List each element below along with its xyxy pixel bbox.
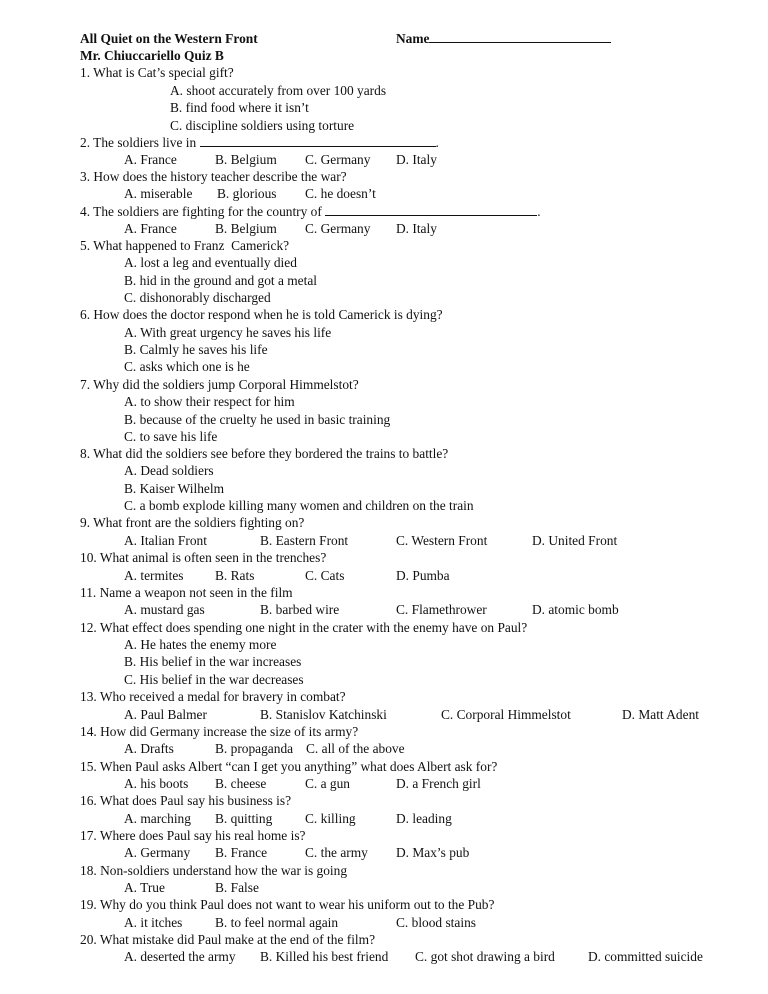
question-15: 15. When Paul asks Albert “can I get you anything” what does Albert ask for? <box>80 759 498 774</box>
q11-option-a: A. mustard gas <box>124 602 205 617</box>
q19-option-a: A. it itches <box>124 915 183 930</box>
q2-option-c: C. Germany <box>305 152 371 167</box>
q17-option-c: C. the army <box>305 845 368 860</box>
q4-option-d: D. Italy <box>396 221 437 236</box>
teacher-quiz-label: Mr. Chiuccariello Quiz B <box>80 48 224 63</box>
question-2: 2. The soldiers live in . <box>80 135 439 150</box>
question-7: 7. Why did the soldiers jump Corporal Himmelstot? <box>80 377 359 392</box>
q7-option-c: C. to save his life <box>124 429 218 444</box>
q20-option-d: D. committed suicide <box>588 949 703 964</box>
q9-option-d: D. United Front <box>532 533 618 548</box>
question-20: 20. What mistake did Paul make at the end of the film? <box>80 932 376 947</box>
q15-option-d: D. a French girl <box>396 776 481 791</box>
q13-option-c: C. Corporal Himmelstot <box>441 707 571 722</box>
q17-option-b: B. France <box>215 845 268 860</box>
q17-option-a: A. Germany <box>124 845 191 860</box>
q9-option-c: C. Western Front <box>396 533 488 548</box>
question-18: 18. Non-soldiers understand how the war is going <box>80 863 348 878</box>
q18-option-a: A. True <box>124 880 165 895</box>
name-label: Name <box>396 30 611 47</box>
q3-option-c: C. he doesn’t <box>305 186 376 201</box>
q6-option-a: A. With great urgency he saves his life <box>124 325 332 340</box>
q15-option-a: A. his boots <box>124 776 189 791</box>
q1-option-b: B. find food where it isn’t <box>170 100 309 115</box>
question-13: 13. Who received a medal for bravery in combat? <box>80 689 346 704</box>
q16-option-b: B. quitting <box>215 811 273 826</box>
q5-option-a: A. lost a leg and eventually died <box>124 255 297 270</box>
q12-option-c: C. His belief in the war decreases <box>124 672 304 687</box>
q18-option-b: B. False <box>215 880 259 895</box>
question-6: 6. How does the doctor respond when he is told Camerick is dying? <box>80 307 443 322</box>
q19-option-b: B. to feel normal again <box>215 915 339 930</box>
q16-option-d: D. leading <box>396 811 452 826</box>
q8-option-c: C. a bomb explode killing many women and children on the train <box>124 498 474 513</box>
question-9: 9. What front are the soldiers fighting on? <box>80 515 305 530</box>
q13-option-a: A. Paul Balmer <box>124 707 207 722</box>
question-5: 5. What happened to Franz Camerick? <box>80 238 290 253</box>
q16-option-a: A. marching <box>124 811 191 826</box>
q15-option-b: B. cheese <box>215 776 267 791</box>
q3-option-a: A. miserable <box>124 186 193 201</box>
q6-option-c: C. asks which one is he <box>124 359 250 374</box>
question-14: 14. How did Germany increase the size of its army? <box>80 724 359 739</box>
q3-option-b: B. glorious <box>217 186 277 201</box>
question-17: 17. Where does Paul say his real home is? <box>80 828 306 843</box>
quiz-title: All Quiet on the Western Front <box>80 31 258 46</box>
q8-option-b: B. Kaiser Wilhelm <box>124 481 224 496</box>
q16-option-c: C. killing <box>305 811 356 826</box>
name-blank[interactable] <box>429 31 611 43</box>
q20-option-b: B. Killed his best friend <box>260 949 389 964</box>
q4-option-c: C. Germany <box>305 221 371 236</box>
question-12: 12. What effect does spending one night in the crater with the enemy have on Paul? <box>80 620 528 635</box>
q20-option-c: C. got shot drawing a bird <box>415 949 555 964</box>
q4-option-a: A. France <box>124 221 177 236</box>
question-19: 19. Why do you think Paul does not want to wear his uniform out to the Pub? <box>80 897 495 912</box>
q10-option-c: C. Cats <box>305 568 345 583</box>
question-4: 4. The soldiers are fighting for the country of . <box>80 204 541 219</box>
question-16: 16. What does Paul say his business is? <box>80 793 292 808</box>
q12-option-a: A. He hates the enemy more <box>124 637 277 652</box>
q11-option-b: B. barbed wire <box>260 602 340 617</box>
q11-option-c: C. Flamethrower <box>396 602 487 617</box>
q4-blank[interactable] <box>325 204 537 216</box>
q2-option-b: B. Belgium <box>215 152 277 167</box>
q10-option-a: A. termites <box>124 568 184 583</box>
q7-option-a: A. to show their respect for him <box>124 394 295 409</box>
q1-option-a: A. shoot accurately from over 100 yards <box>170 83 387 98</box>
q20-option-a: A. deserted the army <box>124 949 236 964</box>
q10-option-d: D. Pumba <box>396 568 450 583</box>
q4-option-b: B. Belgium <box>215 221 277 236</box>
q10-option-b: B. Rats <box>215 568 255 583</box>
q6-option-b: B. Calmly he saves his life <box>124 342 268 357</box>
q13-option-b: B. Stanislov Katchinski <box>260 707 387 722</box>
q14-option-c: C. all of the above <box>306 741 405 756</box>
q1-option-c: C. discipline soldiers using torture <box>170 118 355 133</box>
q2-option-a: A. France <box>124 152 177 167</box>
question-8: 8. What did the soldiers see before they bordered the trains to battle? <box>80 446 449 461</box>
q5-option-c: C. dishonorably discharged <box>124 290 271 305</box>
q8-option-a: A. Dead soldiers <box>124 463 214 478</box>
q7-option-b: B. because of the cruelty he used in basic training <box>124 412 391 427</box>
question-1: 1. What is Cat’s special gift? <box>80 65 234 80</box>
q13-option-d: D. Matt Adent <box>622 707 699 722</box>
q14-option-a: A. Drafts <box>124 741 174 756</box>
question-3: 3. How does the history teacher describe the war? <box>80 169 347 184</box>
q19-option-c: C. blood stains <box>396 915 476 930</box>
q17-option-d: D. Max’s pub <box>396 845 470 860</box>
q5-option-b: B. hid in the ground and got a metal <box>124 273 318 288</box>
q9-option-a: A. Italian Front <box>124 533 207 548</box>
q2-option-d: D. Italy <box>396 152 437 167</box>
q14-option-b: B. propaganda <box>215 741 294 756</box>
question-10: 10. What animal is often seen in the trenches? <box>80 550 327 565</box>
q11-option-d: D. atomic bomb <box>532 602 619 617</box>
q12-option-b: B. His belief in the war increases <box>124 654 302 669</box>
q2-blank[interactable] <box>200 135 436 147</box>
q15-option-c: C. a gun <box>305 776 351 791</box>
question-11: 11. Name a weapon not seen in the film <box>80 585 293 600</box>
q9-option-b: B. Eastern Front <box>260 533 349 548</box>
